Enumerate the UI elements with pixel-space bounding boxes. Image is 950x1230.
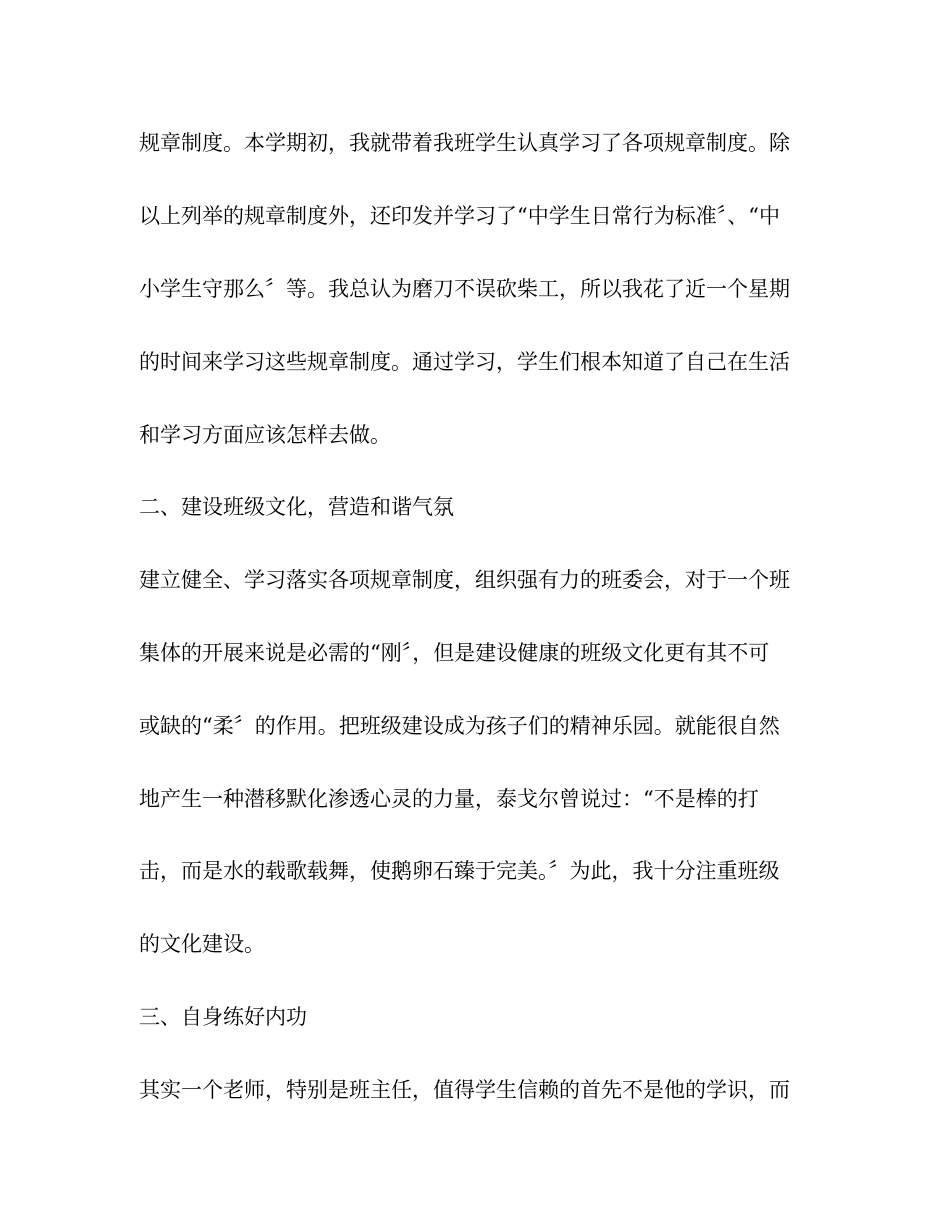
paragraph-line: 集体的开展来说是必需的“刚〞，但是建设健康的班级文化更有其不可 — [139, 641, 770, 665]
paragraph-line: 规章制度。本学期初，我就带着我班学生认真学习了各项规章制度。除 — [139, 131, 790, 155]
paragraph-line: 地产生一种潜移默化渗透心灵的力量，泰戈尔曾说过：“不是棒的打 — [139, 787, 759, 811]
paragraph-line: 和学习方面应该怎样去做。 — [139, 423, 391, 447]
section-heading: 二、建设班级文化，营造和谐气氛 — [139, 495, 454, 519]
paragraph-line: 的时间来学习这些规章制度。通过学习，学生们根本知道了自己在生活 — [139, 350, 790, 374]
paragraph-line: 建立健全、学习落实各项规章制度，组织强有力的班委会，对于一个班 — [139, 568, 790, 592]
paragraph-line: 其实一个老师，特别是班主任，值得学生信赖的首先不是他的学识，而 — [139, 1078, 790, 1102]
paragraph-line: 的文化建设。 — [139, 932, 265, 956]
paragraph-line: 或缺的“柔〞的作用。把班级建设成为孩子们的精神乐园。就能很自然 — [139, 714, 780, 738]
paragraph-line: 以上列举的规章制度外，还印发并学习了“中学生日常行为标准〞、“中 — [139, 204, 780, 228]
section-heading: 三、自身练好内功 — [139, 1005, 307, 1029]
paragraph-line: 小学生守那么〞等。我总认为磨刀不误砍柴工，所以我花了近一个星期 — [139, 277, 790, 301]
paragraph-line: 击，而是水的载歌载舞，使鹅卵石臻于完美。〞为此，我十分注重班级 — [139, 859, 780, 883]
